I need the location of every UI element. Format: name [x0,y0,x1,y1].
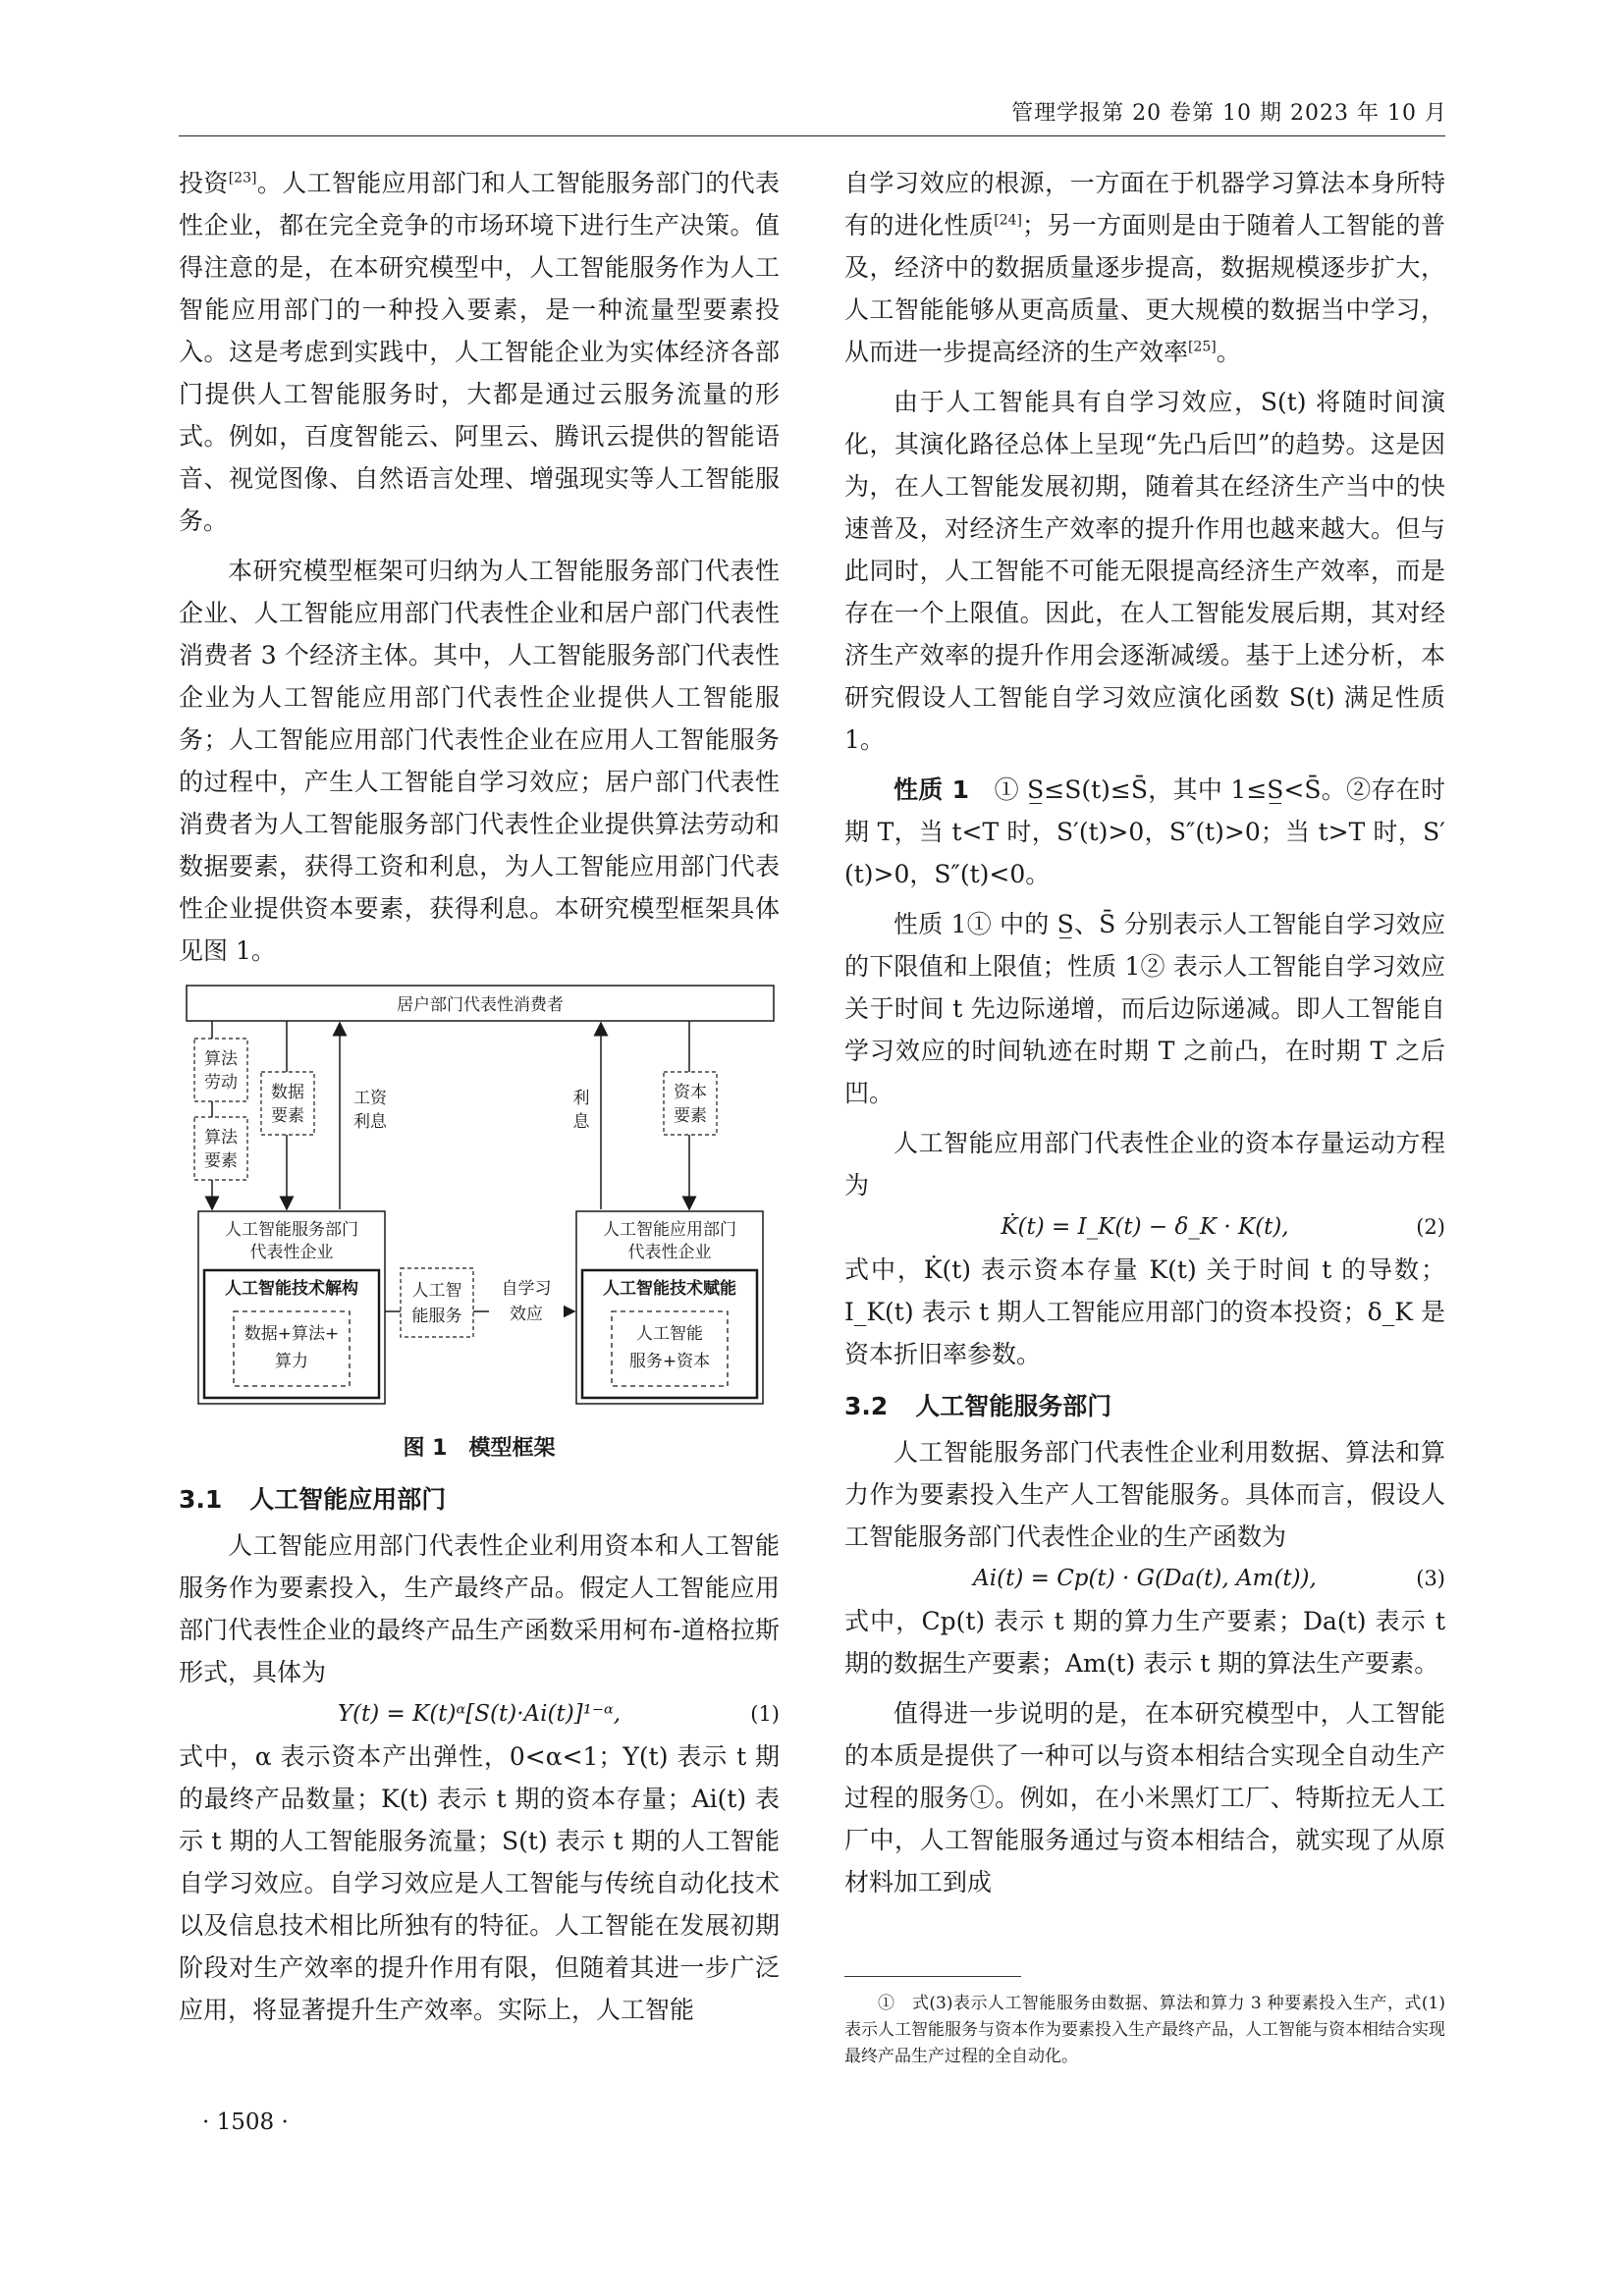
service-inputs-label-2: 算力 [275,1352,308,1371]
paragraph-production: 人工智能应用部门代表性企业利用资本和人工智能服务作为要素投入，生产最终产品。假定人工智能应用部门代表性企业的最终产品生产函数采用柯布-道格拉斯形式，具体为 [179,1531,780,1686]
paragraph-capital-motion: 人工智能应用部门代表性企业的资本存量运动方程为 [844,1129,1445,1200]
footnote: ① 式(3)表示人工智能服务由数据、算法和算力 3 种要素投入生产，式(1)表示人工智能服务与资本作为要素投入生产最终产品，人工智能与资本相结合实现最终产品生产过程的全自动化。 [844,1994,1445,2066]
citation-ref[interactable]: [24] [994,212,1022,229]
paragraph-service-production: 人工智能服务部门代表性企业利用数据、算法和算力作为要素投入生产人工智能服务。具体而言，假设人工智能服务部门代表性企业的生产函数为 [844,1438,1445,1551]
header-divider [179,135,1445,136]
paragraph-evolution: 由于人工智能具有自学习效应，S(t) 将随时间演化，其演化路径总体上呈现“先凸后凹”的趋势。这是因为，在人工智能发展初期，随着其在经济生产当中的快速普及，对经济生产效率的提升作用也越来越大。但与此同时，人工智能不可能无限提高经济生产效率，而是存在一个上限值。因此，在人工智能发展后期，其对经济生产效率的提升作用会逐渐减缓。基于上述分析，本研究假设人工智能自学习效应演化函数 S(t) 满足性质 1。 [844,388,1445,754]
app-inputs-label-1: 人工智能 [636,1324,703,1344]
paragraph-intro: 投资[23]。人工智能应用部门和人工智能服务部门的代表性企业，都在完全竞争的市场环境下进行生产决策。值得注意的是，在本研究模型中，人工智能服务作为人工智能应用部门的一种投入要素，是一种流量型要素投入。这是考虑到实践中，人工智能企业为实体经济各部门提供人工智能服务时，大都是通过云服务流量的形式。例如，百度智能云、阿里云、腾讯云提供的智能语音、视觉图像、自然语言处理、增强现实等人工智能服务。 [179,169,780,535]
property-1: 性质 1 ① S̲≤S(t)≤S̄，其中 1≤S̲<S̄。②存在时期 T，当 t<T 时，S′(t)>0，S″(t)>0；当 t>T 时，S′(t)>0，S″(t)<0。 [844,775,1445,888]
paragraph-self-learning-source: 自学习效应的根源，一方面在于机器学习算法本身所特有的进化性质[24]；另一方面则是由于随着人工智能的普及，经济中的数据质量逐步提高，数据规模逐步扩大，人工智能能够从更高质量、更大规模的数据当中学习，从而进一步提高经济的生产效率[25]。 [844,169,1445,366]
capital-factor-label-2: 要素 [674,1106,707,1126]
paragraph-framework: 本研究模型框架可归纳为人工智能服务部门代表性企业、人工智能应用部门代表性企业和居户部门代表性消费者 3 个经济主体。其中，人工智能服务部门代表性企业为人工智能应用部门代表性企业提供人工智能服务；人工智能应用部门代表性企业在应用人工智能服务的过程中，产生人工智能自学习效应；居户部门代表性消费者为人工智能服务部门代表性企业提供算法劳动和数据要素，获得工资和利息，为人工智能应用部门代表性企业提供资本要素，获得利息。本研究模型框架具体见图 1。 [179,557,780,965]
paragraph-equation-3-explanation: 式中，Cp(t) 表示 t 期的算力生产要素；Da(t) 表示 t 期的数据生产要素；Am(t) 表示 t 期的算法生产要素。 [844,1607,1445,1678]
interest-label-2: 息 [572,1112,590,1132]
ai-service-label-2: 能服务 [411,1307,462,1326]
equation-number: (2) [1416,1215,1445,1239]
ai-service-box [401,1268,473,1337]
service-firm-label-1: 人工智能服务部门 [225,1220,358,1240]
equation-2: K̇(t) = I_K(t) − δ_K · K(t), (2) [844,1206,1445,1249]
property-label: 性质 1 [893,775,969,804]
wage-interest-label-2: 利息 [353,1112,387,1132]
algo-factor-label-2: 要素 [204,1151,238,1171]
data-factor-label-2: 要素 [271,1106,304,1126]
ai-service-label-1: 人工智 [411,1281,462,1301]
app-inputs-label-2: 服务+资本 [628,1352,711,1371]
framework-diagram [179,978,780,1429]
algo-factor-label-1: 算法 [204,1128,238,1148]
model-framework-figure [179,978,780,1429]
app-firm-label-1: 人工智能应用部门 [603,1220,736,1240]
self-learning-label-1: 自学习 [501,1279,552,1299]
equation-number: (3) [1416,1567,1445,1590]
data-factor-label-1: 数据 [271,1083,304,1102]
citation-ref[interactable]: [25] [1188,339,1217,355]
paragraph-equation-2-explanation: 式中，K̇(t) 表示资本存量 K(t) 关于时间 t 的导数；I_K(t) 表示 t 期人工智能应用部门的资本投资；δ_K 是资本折旧率参数。 [844,1255,1445,1368]
figure-caption: 图 1 模型框架 [403,1436,556,1461]
equation-3: Ai(t) = Cp(t) · G(Da(t), Am(t)), (3) [844,1558,1445,1600]
service-tech-label: 人工智能技术解构 [225,1279,358,1299]
page-number: · 1508 · [202,2109,289,2135]
app-tech-label: 人工智能技术赋能 [603,1279,736,1299]
service-inputs-label-1: 数据+算法+ [244,1324,340,1344]
citation-ref[interactable]: [23] [228,170,257,187]
algo-labor-label-1: 算法 [204,1049,238,1069]
journal-header: 管理学报第 20 卷第 10 期 2023 年 10 月 [1011,101,1447,126]
paragraph-ai-essence: 值得进一步说明的是，在本研究模型中，人工智能的本质是提供了一种可以与资本相结合实现全自动生产过程的服务①。例如，在小米黑灯工厂、特斯拉无人工厂中，人工智能服务通过与资本相结合，就实现了从原材料加工到成 [844,1699,1445,1896]
capital-factor-label-1: 资本 [674,1083,707,1102]
paragraph-equation-1-explanation: 式中，α 表示资本产出弹性，0<α<1；Y(t) 表示 t 期的最终产品数量；K(t) 表示 t 期的资本存量；Ai(t) 表示 t 期的人工智能服务流量；S(t) 表示 t 期的人工智能自学习效应。自学习效应是人工智能与传统自动化技术以及信息技术相比所独有的特征。人工智能在发展初期阶段对生产效率的提升作用有限，但随着其进一步广泛应用，将显著提升生产效率。实际上，人工智能 [179,1742,780,2024]
algo-labor-label-2: 劳动 [204,1073,238,1093]
service-firm-box [198,1211,385,1404]
self-learning-label-2: 效应 [510,1305,543,1324]
paragraph-property-explanation: 性质 1① 中的 S̲、S̄ 分别表示人工智能自学习效应的下限值和上限值；性质 1② 表示人工智能自学习效应关于时间 t 先边际递增，而后边际递减。即人工智能自学习效应的时间轨迹在时期 T 之前凸，在时期 T 之后凹。 [844,910,1445,1107]
service-firm-label-2: 代表性企业 [249,1243,334,1262]
consumer-label: 居户部门代表性消费者 [397,995,564,1015]
app-firm-label-2: 代表性企业 [627,1243,712,1262]
footnote-divider [844,1976,1021,1977]
equation-number: (1) [750,1702,780,1726]
equation-1: Y(t) = K(t)ᵅ[S(t)·Ai(t)]¹⁻ᵅ, (1) [179,1693,780,1735]
interest-label-1: 利 [572,1089,590,1108]
section-heading-3-2: 3.2 人工智能服务部门 [844,1392,1112,1420]
left-column [179,162,780,2031]
section-heading-3-1: 3.1 人工智能应用部门 [179,1485,447,1514]
right-column [844,162,1445,2070]
app-firm-box [576,1211,763,1404]
wage-interest-label-1: 工资 [353,1089,387,1108]
